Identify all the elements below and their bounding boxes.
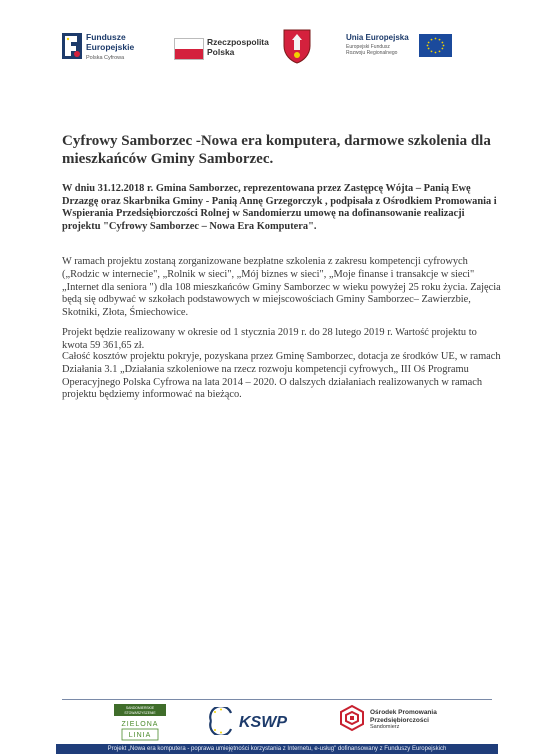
lgd-zielona-linia-logo	[110, 704, 170, 742]
svg-text:STOWARZYSZENIE: STOWARZYSZENIE	[124, 711, 156, 715]
eu-flag-icon	[419, 34, 452, 57]
polish-flag-icon	[174, 38, 204, 60]
gmina-coat-of-arms-icon	[282, 28, 312, 64]
svg-text:KSWP: KSWP	[239, 714, 287, 731]
svg-text:LINIA: LINIA	[128, 732, 152, 739]
svg-text:ZIELONA: ZIELONA	[121, 721, 159, 728]
article-paragraph: Projekt będzie realizowany w okresie od 1 stycznia 2019 r. do 28 lutego 2019 r. Wartość projektu to kwota 59 361,65 zł.	[62, 327, 477, 351]
article-paragraph: W ramach projektu zostaną zorganizowane bezpłatne szkolenia z zakresu kompetencji cyfrowych („Rodzic w internecie", „Rolnik w sieci", „Mój biznes w sieci", „Moje finanse i transakcje w sieci" „Internet dla seniora ") dla 108 mieszkańców Gminy Samborzec w wieku powyżej 25 roku życia. Zajęcia będą się odbywać w szkołach podstawowych w miejscowościach Gminy Samborzec– Zawierzbie, Skotniki, Złota, Śmiechowice.	[62, 256, 501, 319]
svg-text:SANDOMIERSKIE: SANDOMIERSKIE	[125, 706, 155, 710]
footer-funding-bar: Projekt „Nowa era komputera - poprawa umiejętności korzystania z Internetu, e-usług" dofinansowany z Funduszy Europejskich	[56, 744, 498, 754]
footer-divider	[62, 699, 492, 700]
rzeczpospolita-polska-logo-text: Rzeczpospolita Polska	[207, 37, 269, 57]
fundusze-europejskie-logo-text: Fundusze Europejskie Polska Cyfrowa	[86, 32, 135, 61]
article-lead: W dniu 31.12.2018 r. Gmina Samborzec, reprezentowana przez Zastępcę Wójta – Panią Ewę Drzazgę oraz Skarbnika Gminy - Panią Annę Grzegorczyk , podpisała z Ośrodkiem Promowania i Wspierania Przedsiębiorczości Rolnej w Sandomierzu umowę na dofinansowanie realizacji projektu "Cyfrowy Samborzec – Nowa Era Komputera".	[62, 183, 497, 232]
article-title: Cyfrowy Samborzec -Nowa era komputera, darmowe szkolenia dla mieszkańców Gminy Samborzec.	[62, 133, 491, 167]
unia-europejska-logo-text: Unia Europejska Europejski Fundusz Rozwoju Regionalnego	[346, 33, 409, 56]
kswp-logo	[205, 707, 313, 735]
fundusze-europejskie-logo-icon	[62, 33, 82, 59]
oppr-logo-text: Ośrodek Promowania Przedsiębiorczości Sandomierz	[370, 709, 437, 730]
oppr-logo-icon	[339, 704, 365, 736]
article-paragraph: Całość kosztów projektu pokryje, pozyskana przez Gminę Samborzec, dotacja ze środków UE, w ramach Działania 3.1 „Działania szkoleniowe na rzecz rozwoju kompetencji cyfrowych„ III Oś Programu Operacyjnego Polska Cyfrowa na lata 2014 – 2020. O dalszych działaniach realizowanych w ramach projektu będziemy informować na bieżąco.	[62, 351, 501, 401]
